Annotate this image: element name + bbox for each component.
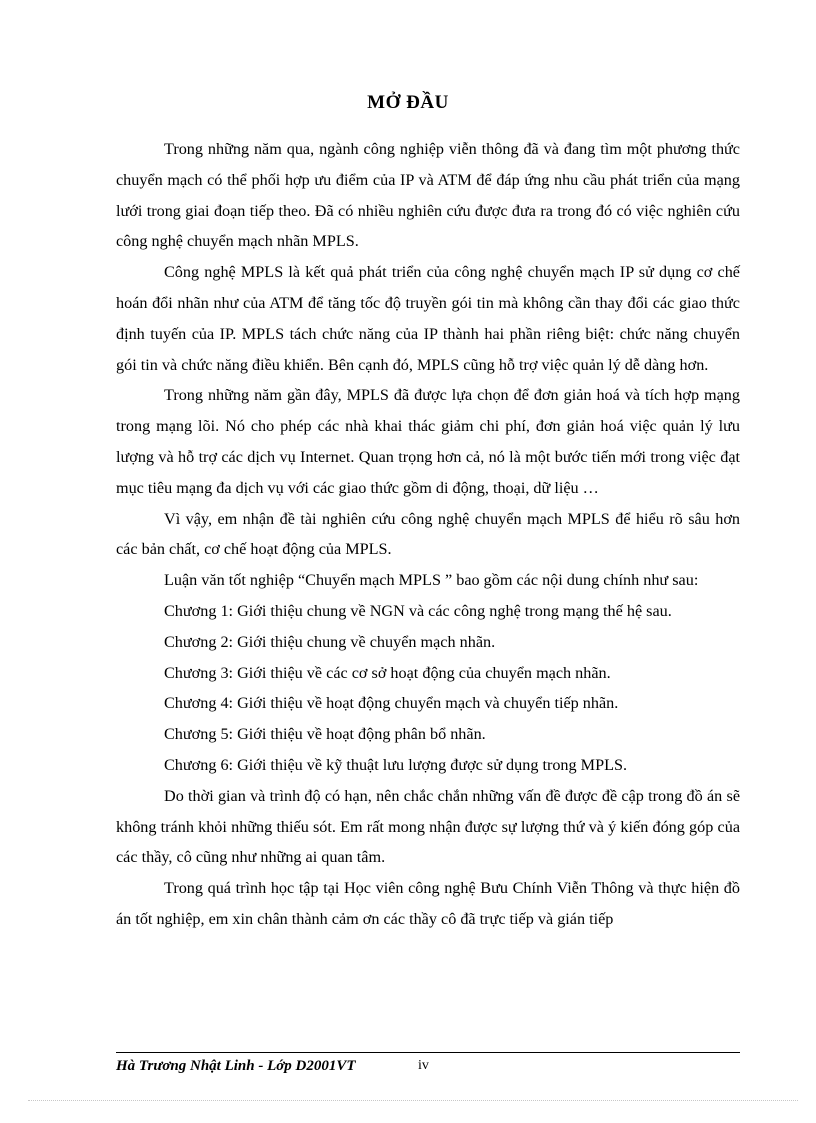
document-body [116,134,740,935]
chapter-item-1: Chương 1: Giới thiệu chung về NGN và các công nghệ trong mạng thế hệ sau. [164,601,672,620]
intro-paragraph-5: Luận văn tốt nghiệp “Chuyển mạch MPLS ” bao gồm các nội dung chính như sau: [164,571,699,590]
chapter-list [116,596,740,781]
chapter-item-3: Chương 3: Giới thiệu về các cơ sở hoạt động của chuyển mạch nhãn. [164,663,611,682]
intro-paragraph-4: Vì vậy, em nhận đề tài nghiên cứu công nghệ chuyển mạch MPLS để hiểu rõ sâu hơn các bản chất, cơ chế hoạt động của MPLS. [116,509,740,559]
chapter-item-2: Chương 2: Giới thiệu chung về chuyển mạch nhãn. [164,632,496,651]
page-border [28,1100,798,1101]
footer-author: Hà Trương Nhật Linh - Lớp D2001VT [116,1058,356,1074]
intro-paragraph-1: Trong những năm qua, ngành công nghiệp viễn thông đã và đang tìm một phương thức chuyển mạch có thể phối hợp ưu điểm của IP và ATM để đáp ứng nhu cầu phát triển của mạng lưới trong giai đoạn tiếp theo. Đã có nhiều nghiên cứu được đưa ra trong đó có việc nghiên cứu công nghệ chuyển mạch nhãn MPLS. [116,140,740,251]
footer-divider [116,1052,740,1053]
outro-paragraph-1: Do thời gian và trình độ có hạn, nên chắc chắn những vấn đề được đề cập trong đồ án sẽ không tránh khỏi những thiếu sót. Em rất mong nhận được sự lượng thứ và ý kiến đóng góp của các thầy, cô cũng như những ai quan tâm. [116,786,740,867]
page-number: iv [418,1058,429,1073]
intro-paragraph-3: Trong những năm gần đây, MPLS đã được lựa chọn để đơn giản hoá và tích hợp mạng trong mạng lõi. Nó cho phép các nhà khai thác giảm chi phí, đơn giản hoá việc quản lý lưu lượng và hỗ trợ các dịch vụ Internet. Quan trọng hơn cả, nó là một bước tiến mới trong việc đạt mục tiêu mạng đa dịch vụ với các giao thức gồm di động, thoại, dữ liệu … [116,386,740,497]
outro-paragraph-2: Trong quá trình học tập tại Học viên công nghệ Bưu Chính Viễn Thông và thực hiện đồ án tốt nghiệp, em xin chân thành cảm ơn các thầy cô đã trực tiếp và gián tiếp [116,879,740,928]
chapter-item-5: Chương 5: Giới thiệu về hoạt động phân bổ nhãn. [164,725,486,744]
chapter-item-4: Chương 4: Giới thiệu về hoạt động chuyển mạch và chuyển tiếp nhãn. [164,694,619,713]
intro-paragraph-2: Công nghệ MPLS là kết quả phát triển của công nghệ chuyển mạch IP sử dụng cơ chế hoán đổi nhãn như của ATM để tăng tốc độ truyền gói tin mà không cần thay đổi các giao thức định tuyến của IP. MPLS tách chức năng của IP thành hai phần riêng biệt: chức năng chuyển gói tin và chức năng điều khiển. Bên cạnh đó, MPLS cũng hỗ trợ việc quản lý dễ dàng hơn. [116,263,740,374]
page-title: MỞ ĐẦU [367,92,449,113]
chapter-item-6: Chương 6: Giới thiệu về kỹ thuật lưu lượng được sử dụng trong MPLS. [164,755,628,774]
